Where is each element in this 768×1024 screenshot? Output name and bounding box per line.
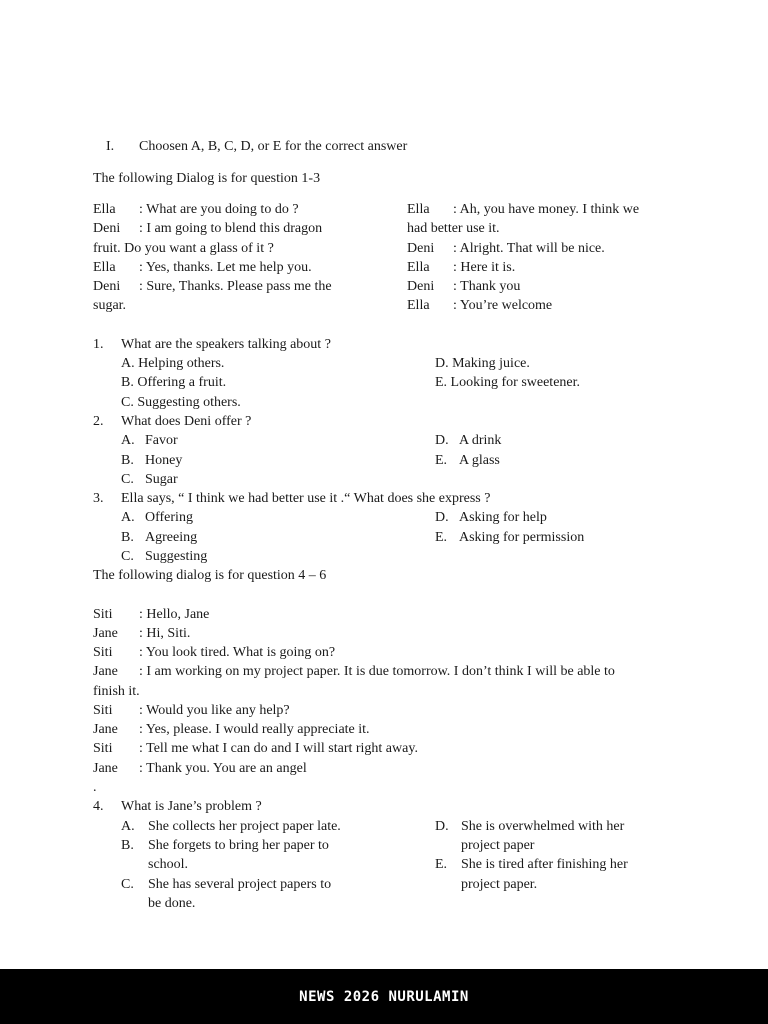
speaker: Ella: [407, 260, 430, 275]
q4-option-b: [121, 836, 329, 855]
utterance: : Alright. That will be nice.: [453, 241, 605, 256]
footer-text: NEWS 2026 NURULAMIN: [299, 988, 469, 1005]
utterance: : Yes, please. I would really appreciate it.: [139, 722, 370, 737]
dialog-line-cont: finish it.: [93, 684, 140, 699]
utterance: : What are you doing to do ?: [139, 202, 299, 217]
option-text: A glass: [459, 453, 500, 468]
dialog-line: [407, 296, 552, 315]
option-letter: D.: [435, 510, 449, 525]
question-2-text: What does Deni offer ?: [121, 414, 252, 429]
option-letter: D.: [435, 433, 449, 448]
q4-option-d: [435, 817, 624, 836]
option-letter: B.: [121, 453, 134, 468]
dialog-line-cont: fruit. Do you want a glass of it ?: [93, 241, 274, 256]
option-letter: C.: [121, 877, 134, 892]
footer-banner: [0, 969, 768, 1024]
option-text: Offering: [145, 510, 193, 525]
q3-option-d: [435, 508, 547, 527]
q4-option-e-cont: project paper.: [461, 877, 538, 892]
speaker: Jane: [93, 626, 118, 641]
question-4-text: What is Jane’s problem ?: [121, 799, 262, 814]
q2-option-b: [121, 451, 182, 470]
q3-option-a: [121, 508, 193, 527]
option-text: She forgets to bring her paper to: [148, 838, 329, 853]
option-text: Agreeing: [145, 530, 198, 545]
speaker: Jane: [93, 722, 118, 737]
speaker: Ella: [407, 202, 430, 217]
option-letter: D.: [435, 819, 449, 834]
q3-option-c: [121, 547, 207, 566]
q4-option-c-cont: be done.: [148, 896, 196, 911]
question-1-number: 1.: [93, 337, 104, 352]
dialog-line: [93, 277, 332, 296]
speaker: Jane: [93, 664, 118, 679]
utterance: : Would you like any help?: [139, 703, 290, 718]
speaker: Jane: [93, 761, 118, 776]
option-text: She is overwhelmed with her: [461, 819, 625, 834]
utterance: : Hi, Siti.: [139, 626, 191, 641]
option-letter: B.: [121, 838, 134, 853]
speaker: Ella: [93, 202, 116, 217]
speaker: Siti: [93, 607, 113, 622]
option-letter: E.: [435, 857, 448, 872]
dialog-line-cont: had better use it.: [407, 221, 500, 236]
utterance: : Here it is.: [453, 260, 516, 275]
option-text: She is tired after finishing her: [461, 857, 628, 872]
question-1-text: What are the speakers talking about ?: [121, 337, 331, 352]
q1-option-a: A. Helping others.: [121, 356, 225, 371]
dialog-line: [93, 605, 209, 624]
q3-option-e: [435, 528, 584, 547]
q2-option-a: [121, 431, 178, 450]
q1-option-b: B. Offering a fruit.: [121, 375, 227, 390]
q2-option-e: [435, 451, 500, 470]
question-4-number: 4.: [93, 799, 104, 814]
dialog-line-cont: sugar.: [93, 298, 127, 313]
dialog-line: [93, 643, 335, 662]
speaker: Siti: [93, 645, 113, 660]
utterance: : I am going to blend this dragon: [139, 221, 323, 236]
q4-option-d-cont: project paper: [461, 838, 535, 853]
speaker: Siti: [93, 741, 113, 756]
dialog-line: [93, 624, 190, 643]
option-letter: A.: [121, 819, 135, 834]
option-letter: A.: [121, 510, 135, 525]
dialog-line: [407, 258, 515, 277]
dialog-line: [93, 720, 370, 739]
question-3-text: Ella says, “ I think we had better use it .“ What does she express ?: [121, 491, 491, 506]
option-letter: E.: [435, 530, 448, 545]
q1-option-d: D. Making juice.: [435, 356, 530, 371]
speaker: Deni: [407, 279, 435, 294]
option-text: Suggesting: [145, 549, 208, 564]
utterance: : You’re welcome: [453, 298, 553, 313]
speaker: Ella: [407, 298, 430, 313]
utterance: : Ah, you have money. I think we: [453, 202, 640, 217]
question-3-number: 3.: [93, 491, 104, 506]
speaker: Deni: [93, 221, 121, 236]
question-2-number: 2.: [93, 414, 104, 429]
utterance: : Sure, Thanks. Please pass me the: [139, 279, 332, 294]
speaker: Deni: [407, 241, 435, 256]
dialog-line: [93, 662, 615, 681]
utterance: : Thank you: [453, 279, 521, 294]
dialog-line: [93, 759, 307, 778]
option-text: Favor: [145, 433, 178, 448]
option-text: Honey: [145, 453, 183, 468]
speaker: Siti: [93, 703, 113, 718]
option-letter: C.: [121, 549, 134, 564]
dialog-line: [93, 219, 322, 238]
dialog-line: [93, 739, 418, 758]
dialog2-intro: The following dialog is for question 4 – 6: [93, 568, 327, 583]
dialog1-intro: The following Dialog is for question 1-3: [93, 171, 321, 186]
instruction-text: Choosen A, B, C, D, or E for the correct answer: [139, 139, 408, 154]
option-letter: E.: [435, 453, 448, 468]
option-letter: B.: [121, 530, 134, 545]
option-letter: C.: [121, 472, 134, 487]
q1-option-e: E. Looking for sweetener.: [435, 375, 581, 390]
q4-option-c: [121, 875, 331, 894]
utterance: : Thank you. You are an angel: [139, 761, 307, 776]
dialog-line: [93, 258, 312, 277]
utterance: : Hello, Jane: [139, 607, 210, 622]
option-text: A drink: [459, 433, 502, 448]
q2-option-c: [121, 470, 178, 489]
q4-option-b-cont: school.: [148, 857, 189, 872]
instruction-number: I.: [106, 139, 115, 154]
dialog-line: [407, 200, 639, 219]
q1-option-c: C. Suggesting others.: [121, 395, 241, 410]
dialog-line: [93, 701, 290, 720]
dialog-line: [407, 239, 605, 258]
utterance: : Yes, thanks. Let me help you.: [139, 260, 312, 275]
utterance: : Tell me what I can do and I will start right away.: [139, 741, 418, 756]
dialog-line: [407, 277, 520, 296]
option-letter: A.: [121, 433, 135, 448]
q4-option-e: [435, 855, 628, 874]
option-text: Asking for permission: [459, 530, 585, 545]
option-text: Asking for help: [459, 510, 547, 525]
speaker: Deni: [93, 279, 121, 294]
q2-option-d: [435, 431, 501, 450]
dialog-line: [93, 200, 299, 219]
utterance: : I am working on my project paper. It is due tomorrow. I don’t think I will be able to: [139, 664, 615, 679]
stray-dot: .: [93, 780, 97, 795]
q4-option-a: [121, 817, 341, 836]
speaker: Ella: [93, 260, 116, 275]
option-text: She has several project papers to: [148, 877, 332, 892]
q3-option-b: [121, 528, 197, 547]
option-text: Sugar: [145, 472, 178, 487]
utterance: : You look tired. What is going on?: [139, 645, 336, 660]
option-text: She collects her project paper late.: [148, 819, 341, 834]
